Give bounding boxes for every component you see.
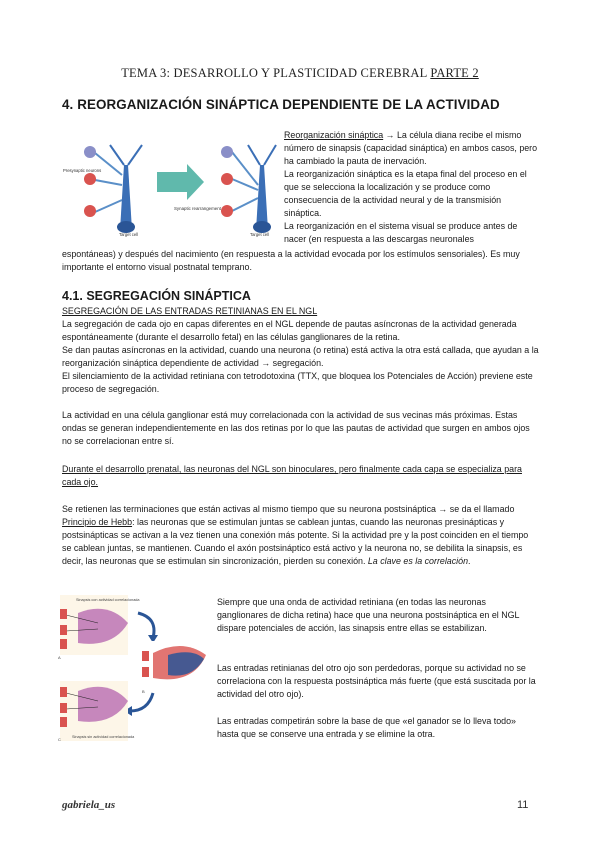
hebb-intro: Se retienen las terminaciones que están activas al mismo tiempo que su neurona postsináptica → se da el llamado (62, 504, 515, 514)
paragraph-pautas: Se dan pautas asíncronas en la actividad, cuando una neurona (o retina) está activa la otra está callada, que ayudan a la reorganización sináptica dependiente de actividad → segregación. (62, 345, 539, 368)
fig2-label-a: A (58, 655, 61, 660)
figure-left-panel (63, 145, 142, 237)
presynaptic-label: Presynaptic neurons (63, 168, 102, 173)
fig2-caption-bottom: Sinapsis sin actividad correlacionada (72, 735, 135, 739)
figure-right-panel (221, 145, 276, 237)
fig2-panel-c (58, 681, 135, 742)
hebb-figure (58, 593, 210, 743)
fig2-label-b: B (142, 689, 145, 694)
section-4-paragraph-2: La reorganización sináptica es la etapa final del proceso en el que se selecciona la localización y se produce como consecuencia de la actividad neural y de la transmisión sináptica. (284, 169, 527, 218)
section-41-body-1 (62, 318, 540, 396)
paragraph-onda: Siempre que una onda de actividad retiniana (en todas las neuronas ganglionares de dicha retina) hace que una neurona postsináptica en el NGL dispare potenciales de acción, las sinapsis entre ellas se estabilizan. (217, 597, 520, 633)
header-part: PARTE 2 (430, 66, 479, 80)
fig2-label-c: C (58, 737, 61, 742)
fig2-arrow-1 (138, 613, 154, 638)
paragraph-perdedoras: Las entradas retinianas del otro ojo son perdedoras, porque su actividad no se correlaciona con la respuesta postsináptica más fuerte (que está suscitada por la actividad del otro ojo). (217, 663, 536, 699)
section-41-subheading: SEGREGACIÓN DE LAS ENTRADAS RETINIANAS EN EL NGL (62, 306, 318, 316)
target-cell-label-2: Target cell (250, 232, 270, 237)
fig2-caption-top: Sinapsis con actividad correlacionada (76, 598, 140, 602)
intro-text: → La célula diana recibe el mismo número de sinapsis (capacidad sináptica) en ambos casos, pero ha cambiado la pauta de inervación. (284, 130, 538, 166)
paragraph-ganador: Las entradas competirán sobre la base de que «el ganador se lo lleva todo» hasta que se conserve una entrada y se elimine la otra. (217, 716, 516, 739)
footer-author: gabriela_us (62, 799, 116, 811)
synaptic-rearrangement-label: Synaptic rearrangement (174, 206, 221, 211)
hebb-end: . (468, 556, 471, 566)
paragraph-actividad: La actividad en una célula ganglionar está muy correlacionada con la actividad de sus vecinas más próximas. Estas ondas se generan independientemente en las dos retinas por lo que las pautas de actividad que surgen en ambos ojos no se correlacionan entre sí. (62, 410, 530, 446)
document-header (0, 66, 600, 81)
header-title: TEMA 3: DESARROLLO Y PLASTICIDAD CEREBRAL (121, 66, 431, 80)
fig2-arrow-2 (130, 693, 153, 711)
neuron-a (84, 146, 96, 158)
paragraph-prenatal: Durante el desarrollo prenatal, las neuronas del NGL son binoculares, pero finalmente cada capa se especializa para cada ojo. (62, 464, 522, 487)
section-4-paragraph-3a: La reorganización en el sistema visual se produce antes de nacer (en respuesta a las descargas neuronales (284, 221, 518, 244)
section-4-paragraph-3b: espontáneas) y después del nacimiento (en respuesta a la actividad evocada por los estímulos sensoriales). Es muy importante el entorno visual postnatal temprano. (62, 249, 520, 272)
section-4-heading: 4. REORGANIZACIÓN SINÁPTICA DEPENDIENTE DE LA ACTIVIDAD (62, 97, 500, 112)
page-number: 11 (517, 799, 529, 811)
paragraph-segregacion: La segregación de cada ojo en capas diferentes en el NGL depende de pautas asíncronas de la actividad generada espontáneamente (durante el desarrollo fetal) en las células ganglionares de la retina. (62, 319, 517, 342)
paragraph-ttx: El silenciamiento de la actividad retiniana con tetrodotoxina (TTX, que bloquea los Potenciales de Acción) previene este proceso de segregación. (62, 371, 533, 394)
neuron-c (84, 205, 96, 217)
rearrangement-arrow (157, 164, 204, 200)
hebb-key: La clave es la correlación (367, 556, 469, 566)
neuron-b (84, 173, 96, 185)
fig2-panel-a (58, 595, 140, 660)
synaptic-rearrangement-figure (62, 130, 280, 238)
section-4-intro (284, 129, 540, 246)
section-41-heading: 4.1. SEGREGACIÓN SINÁPTICA (62, 289, 251, 303)
hebb-body: : las neuronas que se estimulan juntas se cablean juntas, cuando las neuronas presinápticas y postsinápticas se activan a la vez tienen una conexión más potente. Si la actividad pre y la post coinciden en el tiempo se cablean juntas, se mantienen. Cuando el axón postsináptico está activo y la neurona no, se debilita la sinapsis, es decir, las neuronas que se estimulan sin sincronización, pierden su conexión. (62, 517, 529, 566)
target-cell-label-1: Target cell (119, 232, 139, 237)
reorganizacion-term: Reorganización sináptica (284, 130, 384, 140)
paragraph-hebb (62, 503, 540, 568)
hebb-term: Principio de Hebb (62, 517, 133, 527)
fig2-panel-b (140, 641, 208, 694)
